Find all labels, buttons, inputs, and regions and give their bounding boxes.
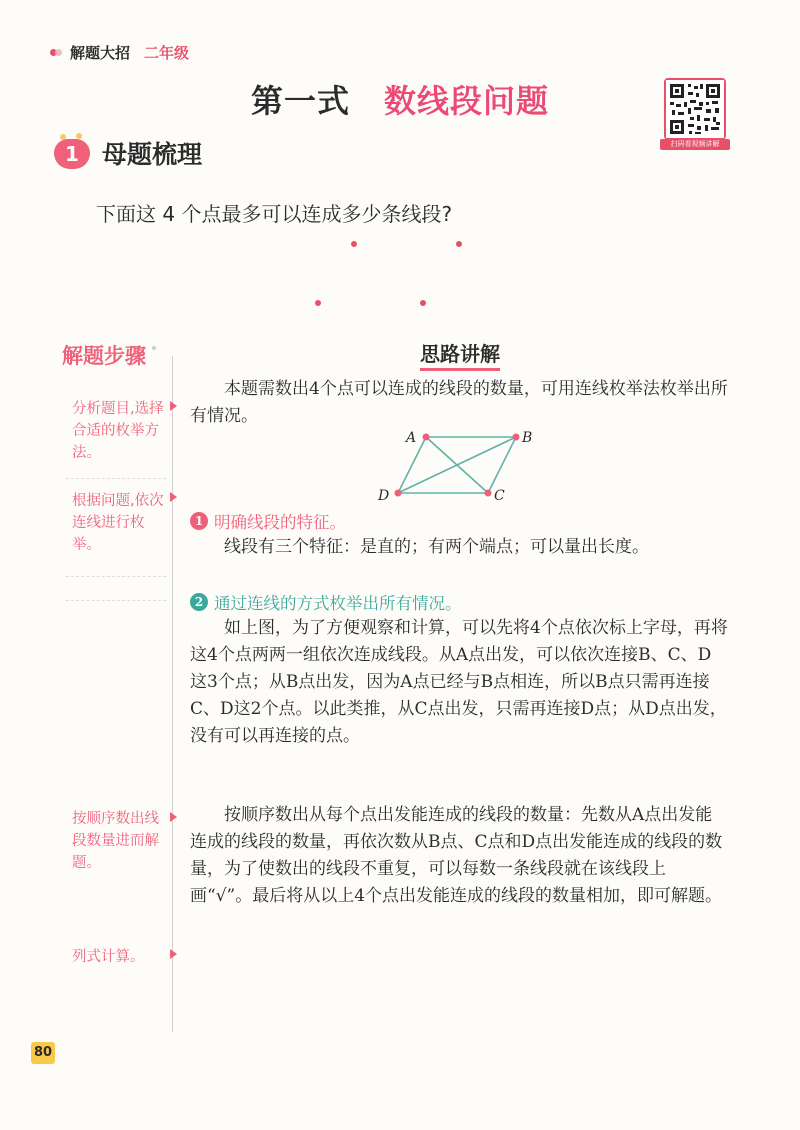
point1-heading xyxy=(190,509,346,533)
question-point xyxy=(315,300,321,306)
step-separator xyxy=(66,600,166,601)
label-b: B xyxy=(522,430,533,446)
point-a xyxy=(423,434,430,441)
section-number-badge: 1 xyxy=(54,139,90,169)
point2-number: 2 xyxy=(190,593,208,611)
title-part2: 数线段问题 xyxy=(384,82,550,120)
section-title: 母题梳理 xyxy=(102,140,203,169)
qr-code-icon xyxy=(666,80,724,138)
question-point xyxy=(420,300,426,306)
steps-divider-line xyxy=(172,356,173,1032)
step-marker-icon xyxy=(170,492,177,502)
point-c xyxy=(485,490,492,497)
series-name: 解题大招 xyxy=(70,44,131,62)
step-marker-icon xyxy=(170,949,177,959)
count-paragraph: 按顺序数出从每个点出发能连成的线段的数量：先数从A点出发能连成的线段的数量，再依次数从B点、C点和D点出发能连成的线段的数量，为了使数出的线段不重复，可以每数一条线段就在该线段上画“√”。最后将从以上4个点出发能连成的线段的数量相加，即可解题。 xyxy=(190,805,723,906)
intro-paragraph: 本题需数出4个点可以连成的线段的数量，可用连线枚举法枚举出所有情况。 xyxy=(190,379,728,426)
step-marker-icon xyxy=(170,812,177,822)
qr-code[interactable] xyxy=(664,78,726,140)
series-header xyxy=(50,42,189,63)
parallelogram-diagram xyxy=(370,425,540,505)
page-number: 80 xyxy=(31,1042,55,1064)
step-separator xyxy=(66,478,166,479)
point2-heading xyxy=(190,590,462,614)
label-a: A xyxy=(406,430,417,446)
step-separator xyxy=(66,576,166,577)
point1-title: 明确线段的特征。 xyxy=(214,513,346,532)
ideas-title-text: 思路讲解 xyxy=(420,338,500,371)
question-point xyxy=(456,241,462,247)
steps-title: 解题步骤 xyxy=(62,340,146,370)
question-text: 下面这 4 个点最多可以连成多少条线段? xyxy=(96,202,453,226)
step-item-3: 按顺序数出线段数量进而解题。 xyxy=(72,811,159,871)
point2-title: 通过连线的方式枚举出所有情况。 xyxy=(214,594,462,613)
label-c: C xyxy=(494,488,505,504)
step-marker-icon xyxy=(170,401,177,411)
label-d: D xyxy=(378,488,390,504)
point-d xyxy=(395,490,402,497)
grade-label: 二年级 xyxy=(144,44,190,62)
point1-number: 1 xyxy=(190,512,208,530)
step-item-2: 根据问题,依次连线进行枚举。 xyxy=(72,493,164,553)
point1-paragraph: 线段有三个特征：是直的；有两个端点；可以量出长度。 xyxy=(224,537,649,557)
point-b xyxy=(513,434,520,441)
ideas-title xyxy=(0,338,800,371)
question-point xyxy=(351,241,357,247)
segment-bc xyxy=(488,437,516,493)
point2-paragraph: 如上图，为了方便观察和计算，可以先将4个点依次标上字母，再将这4个点两两一组依次连成线段。从A点出发，可以依次连接B、C、D这3个点；从B点出发，因为A点已经与B点相连，所以B点只需再连接C、D这2个点。以此类推，从C点出发，只需再连接D点；从D点出发，没有可以再连接的点。 xyxy=(190,618,728,746)
step-item-4: 列式计算。 xyxy=(72,949,145,965)
step-item-1: 分析题目,选择合适的枚举方法。 xyxy=(72,401,164,461)
qr-label: 扫码看视频讲解 xyxy=(660,139,730,150)
brand-dots-icon xyxy=(50,47,62,59)
title-part1: 第一式 xyxy=(250,82,350,120)
